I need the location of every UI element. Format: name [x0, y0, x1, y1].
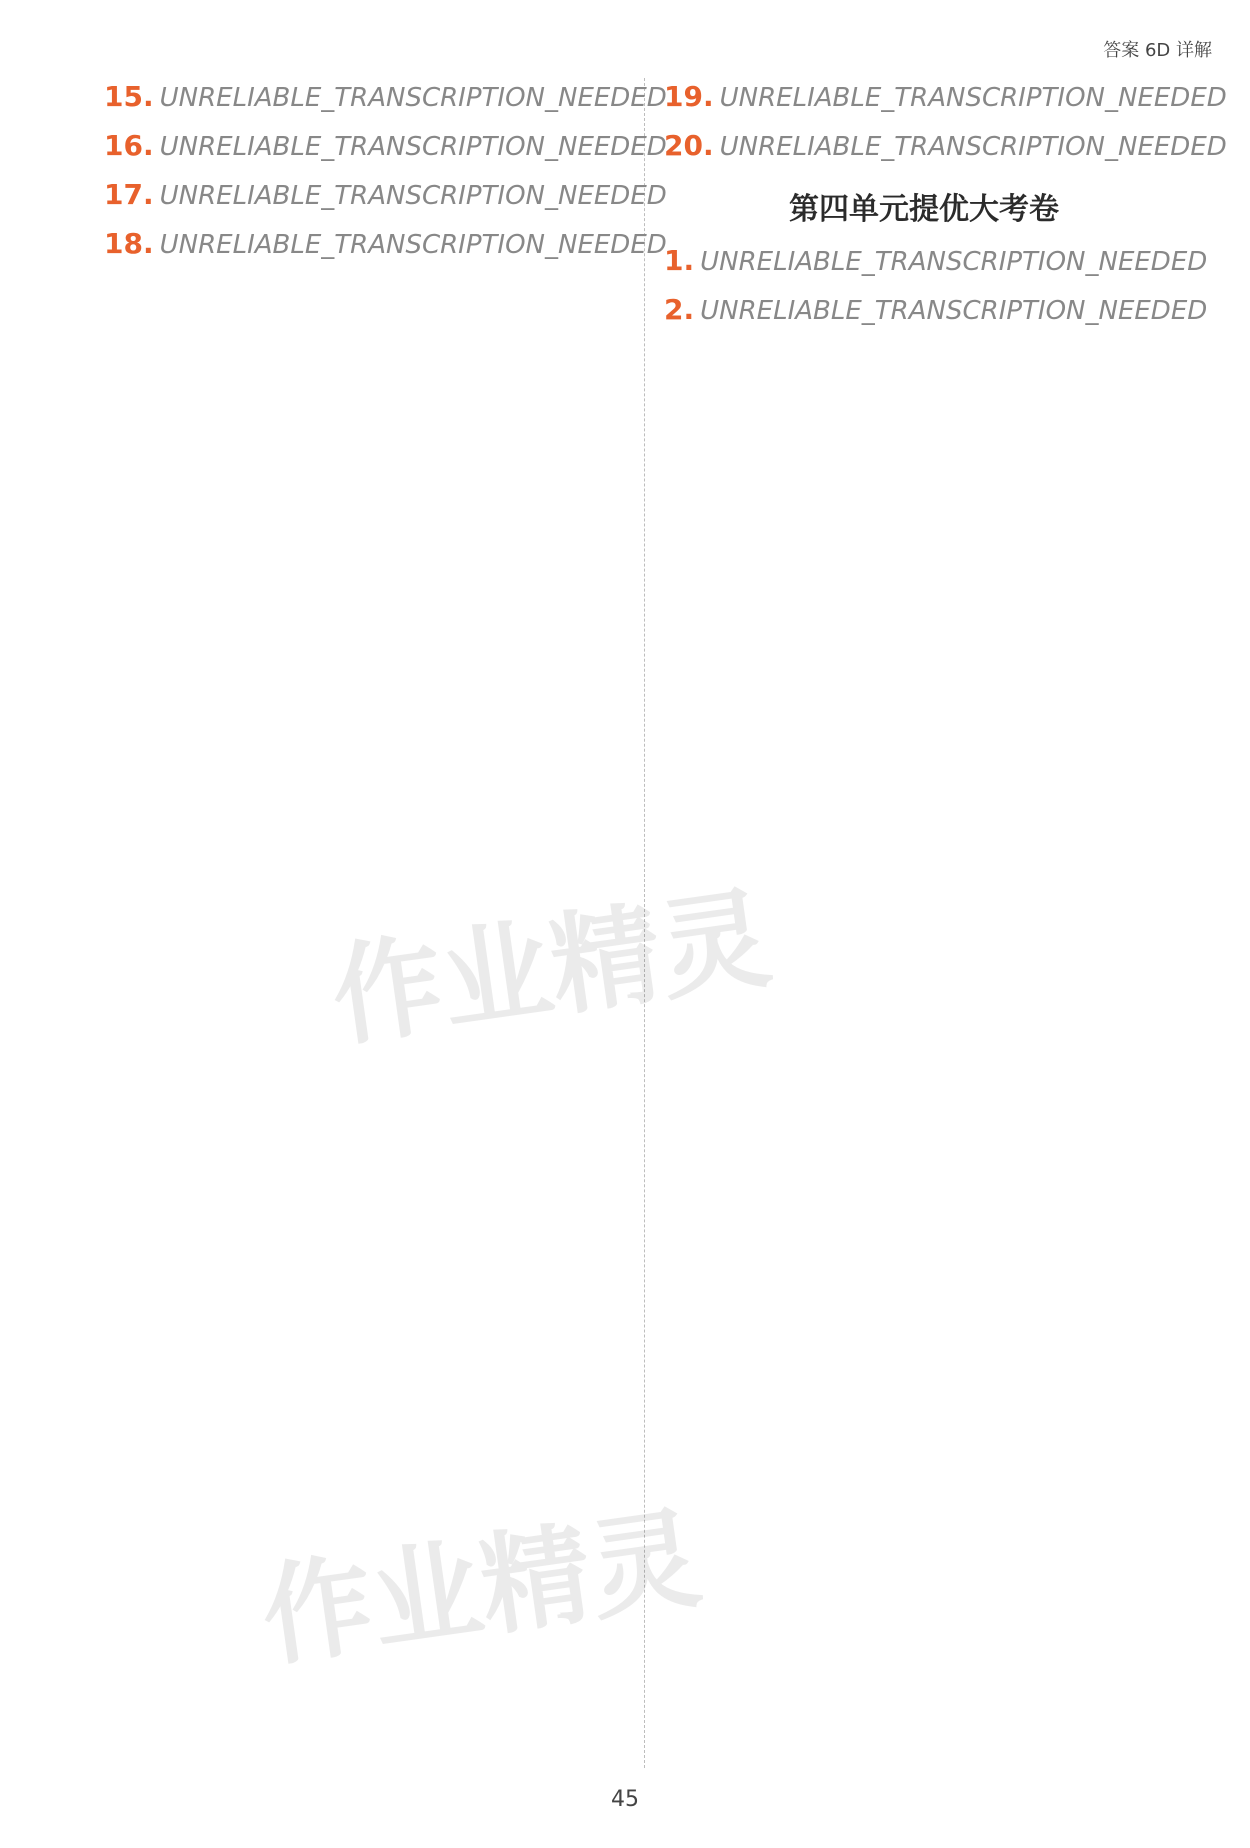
page-number: 45	[611, 1787, 639, 1812]
answer-item	[664, 127, 1227, 166]
answer-item	[104, 176, 667, 215]
answer-item	[104, 127, 667, 166]
answer-text: UNRELIABLE_TRANSCRIPTION_NEEDED	[719, 83, 1227, 113]
answer-item	[104, 225, 667, 264]
watermark-logo: 作业精灵	[254, 1493, 709, 1682]
right-column	[664, 78, 1227, 340]
answer-item	[664, 78, 1227, 117]
answer-text: UNRELIABLE_TRANSCRIPTION_NEEDED	[700, 247, 1208, 277]
answer-number: 2.	[664, 293, 695, 326]
answer-text: UNRELIABLE_TRANSCRIPTION_NEEDED	[159, 132, 667, 162]
answer-number: 17.	[104, 178, 154, 211]
answer-number: 20.	[664, 129, 714, 162]
section-title: 第四单元提优大考卷	[789, 192, 1059, 227]
answer-number: 1.	[664, 244, 695, 277]
answer-item	[664, 242, 1208, 281]
answer-number: 16.	[104, 129, 154, 162]
answer-number: 18.	[104, 227, 154, 260]
watermark-logo: 作业精灵	[324, 873, 779, 1062]
answer-item	[664, 291, 1208, 330]
left-column	[104, 78, 667, 274]
answer-text: UNRELIABLE_TRANSCRIPTION_NEEDED	[159, 181, 667, 211]
answer-text: UNRELIABLE_TRANSCRIPTION_NEEDED	[700, 296, 1208, 326]
answer-number: 19.	[664, 80, 714, 113]
answer-text: UNRELIABLE_TRANSCRIPTION_NEEDED	[159, 230, 667, 260]
page-header: 答案 6D 详解	[1103, 40, 1212, 61]
answer-item	[104, 78, 667, 117]
answer-number: 15.	[104, 80, 154, 113]
answer-text: UNRELIABLE_TRANSCRIPTION_NEEDED	[159, 83, 667, 113]
column-divider	[644, 78, 645, 1768]
page-body	[104, 78, 1227, 1758]
answer-text: UNRELIABLE_TRANSCRIPTION_NEEDED	[719, 132, 1227, 162]
